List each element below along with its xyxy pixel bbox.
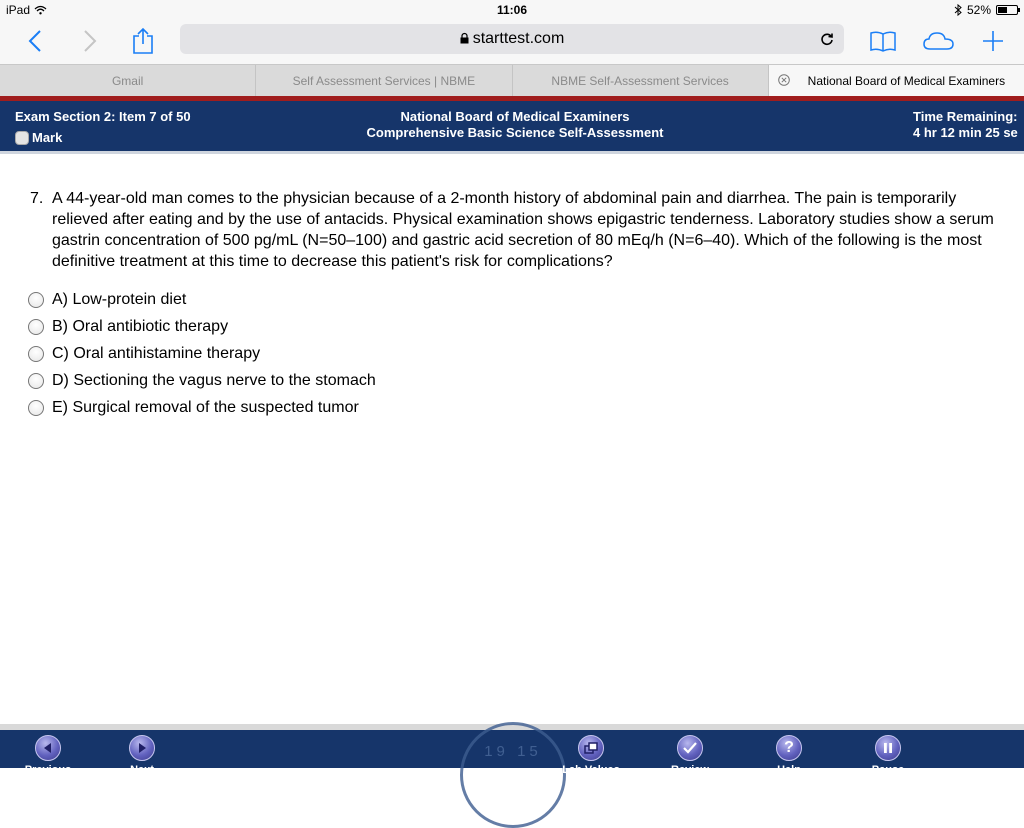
option-label: C) Oral antihistamine therapy	[52, 344, 261, 362]
pause-label: Pause	[871, 764, 905, 776]
lock-icon	[460, 33, 469, 44]
tab-label: National Board of Medical Examiners	[807, 73, 1006, 88]
answer-options	[28, 286, 376, 421]
header-divider	[0, 151, 1024, 154]
question-number: 7.	[30, 190, 44, 207]
review-button[interactable]	[677, 735, 703, 761]
battery-fill	[998, 7, 1007, 13]
mark-box[interactable]	[15, 131, 29, 145]
option-label: E) Surgical removal of the suspected tumor	[52, 398, 359, 416]
lab-values-label: Lab Values	[562, 764, 620, 776]
device-name: iPad	[6, 3, 31, 17]
review-label: Review	[671, 764, 709, 776]
radio-button[interactable]	[28, 319, 44, 335]
previous-button[interactable]	[35, 735, 61, 761]
question	[30, 188, 1000, 272]
bookmarks-icon[interactable]	[866, 24, 900, 58]
tab-national-board[interactable]	[769, 65, 1024, 96]
time-label: Time Remaining:	[913, 109, 1018, 124]
checkmark-icon	[683, 742, 697, 754]
status-bar	[0, 0, 1024, 20]
seal-text: 19 15	[484, 743, 542, 760]
question-icon: ?	[784, 739, 794, 756]
exam-header	[0, 101, 1024, 151]
answer-option-e[interactable]	[28, 394, 376, 421]
answer-option-b[interactable]	[28, 313, 376, 340]
radio-button[interactable]	[28, 292, 44, 308]
pause-icon	[883, 742, 893, 754]
mark-label: Mark	[32, 130, 63, 145]
share-icon[interactable]	[126, 24, 160, 58]
url-text: starttest.com	[472, 30, 565, 47]
exam-title-line1: National Board of Medical Examiners	[400, 109, 630, 124]
next-label: Next	[130, 764, 154, 776]
option-label: A) Low-protein diet	[52, 290, 187, 308]
help-label: Help	[777, 764, 801, 776]
item-counter: Exam Section 2: Item 7 of 50	[15, 109, 191, 124]
previous-label: Previous	[24, 764, 72, 776]
exam-title	[340, 109, 690, 141]
bottom-nav-bar	[0, 730, 1024, 776]
radio-button[interactable]	[28, 400, 44, 416]
answer-option-c[interactable]	[28, 340, 376, 367]
forward-icon[interactable]	[73, 24, 107, 58]
lab-values-button[interactable]	[578, 735, 604, 761]
arrow-left-icon	[42, 742, 54, 754]
tab-label: NBME Self-Assessment Services	[551, 73, 729, 88]
tab-bar	[0, 64, 1024, 96]
answer-option-a[interactable]	[28, 286, 376, 313]
radio-button[interactable]	[28, 346, 44, 362]
option-label: D) Sectioning the vagus nerve to the stomach	[52, 371, 376, 389]
mark-checkbox[interactable]	[15, 130, 62, 145]
answer-option-d[interactable]	[28, 367, 376, 394]
time-value: 4 hr 12 min 25 se	[913, 125, 1018, 140]
back-icon[interactable]	[18, 24, 52, 58]
radio-button[interactable]	[28, 373, 44, 389]
lab-values-icon	[584, 742, 598, 754]
tab-label: Gmail	[111, 73, 144, 88]
battery-icon	[996, 5, 1018, 15]
time-remaining	[913, 109, 1018, 141]
arrow-right-icon	[136, 742, 148, 754]
browser-toolbar	[0, 20, 1024, 64]
close-tab-icon[interactable]	[778, 74, 790, 86]
help-button[interactable]	[776, 735, 802, 761]
next-button[interactable]	[129, 735, 155, 761]
tab-self-assessment-services[interactable]	[256, 65, 512, 96]
reload-icon[interactable]	[816, 28, 838, 50]
address-bar[interactable]	[180, 24, 844, 54]
question-stem: A 44-year-old man comes to the physician because of a 2-month history of abdominal pain and diarrhea. The pain is temporarily relieved after eating and by the use of antacids. Physical examination shows epigastric tenderness. Laboratory studies show a serum gastrin concentration of 500 pg/mL (N=50–100) and gastric acid secretion of 80 mEq/h (N=6–40). Which of the following is the most definitive treatment at this time to decrease this patient's risk for complications?	[52, 190, 994, 270]
clock: 11:06	[496, 3, 528, 17]
icloud-tabs-icon[interactable]	[922, 24, 956, 58]
option-label: B) Oral antibiotic therapy	[52, 317, 229, 335]
exam-title-line2: Comprehensive Basic Science Self-Assessment	[366, 125, 664, 140]
bluetooth-icon	[954, 4, 962, 16]
pause-button[interactable]	[875, 735, 901, 761]
battery-percent: 52%	[966, 3, 991, 17]
tab-gmail[interactable]	[0, 65, 256, 96]
tab-label: Self Assessment Services | NBME	[292, 73, 476, 88]
new-tab-icon[interactable]	[976, 24, 1010, 58]
tab-nbme-self-assessment[interactable]	[513, 65, 769, 96]
